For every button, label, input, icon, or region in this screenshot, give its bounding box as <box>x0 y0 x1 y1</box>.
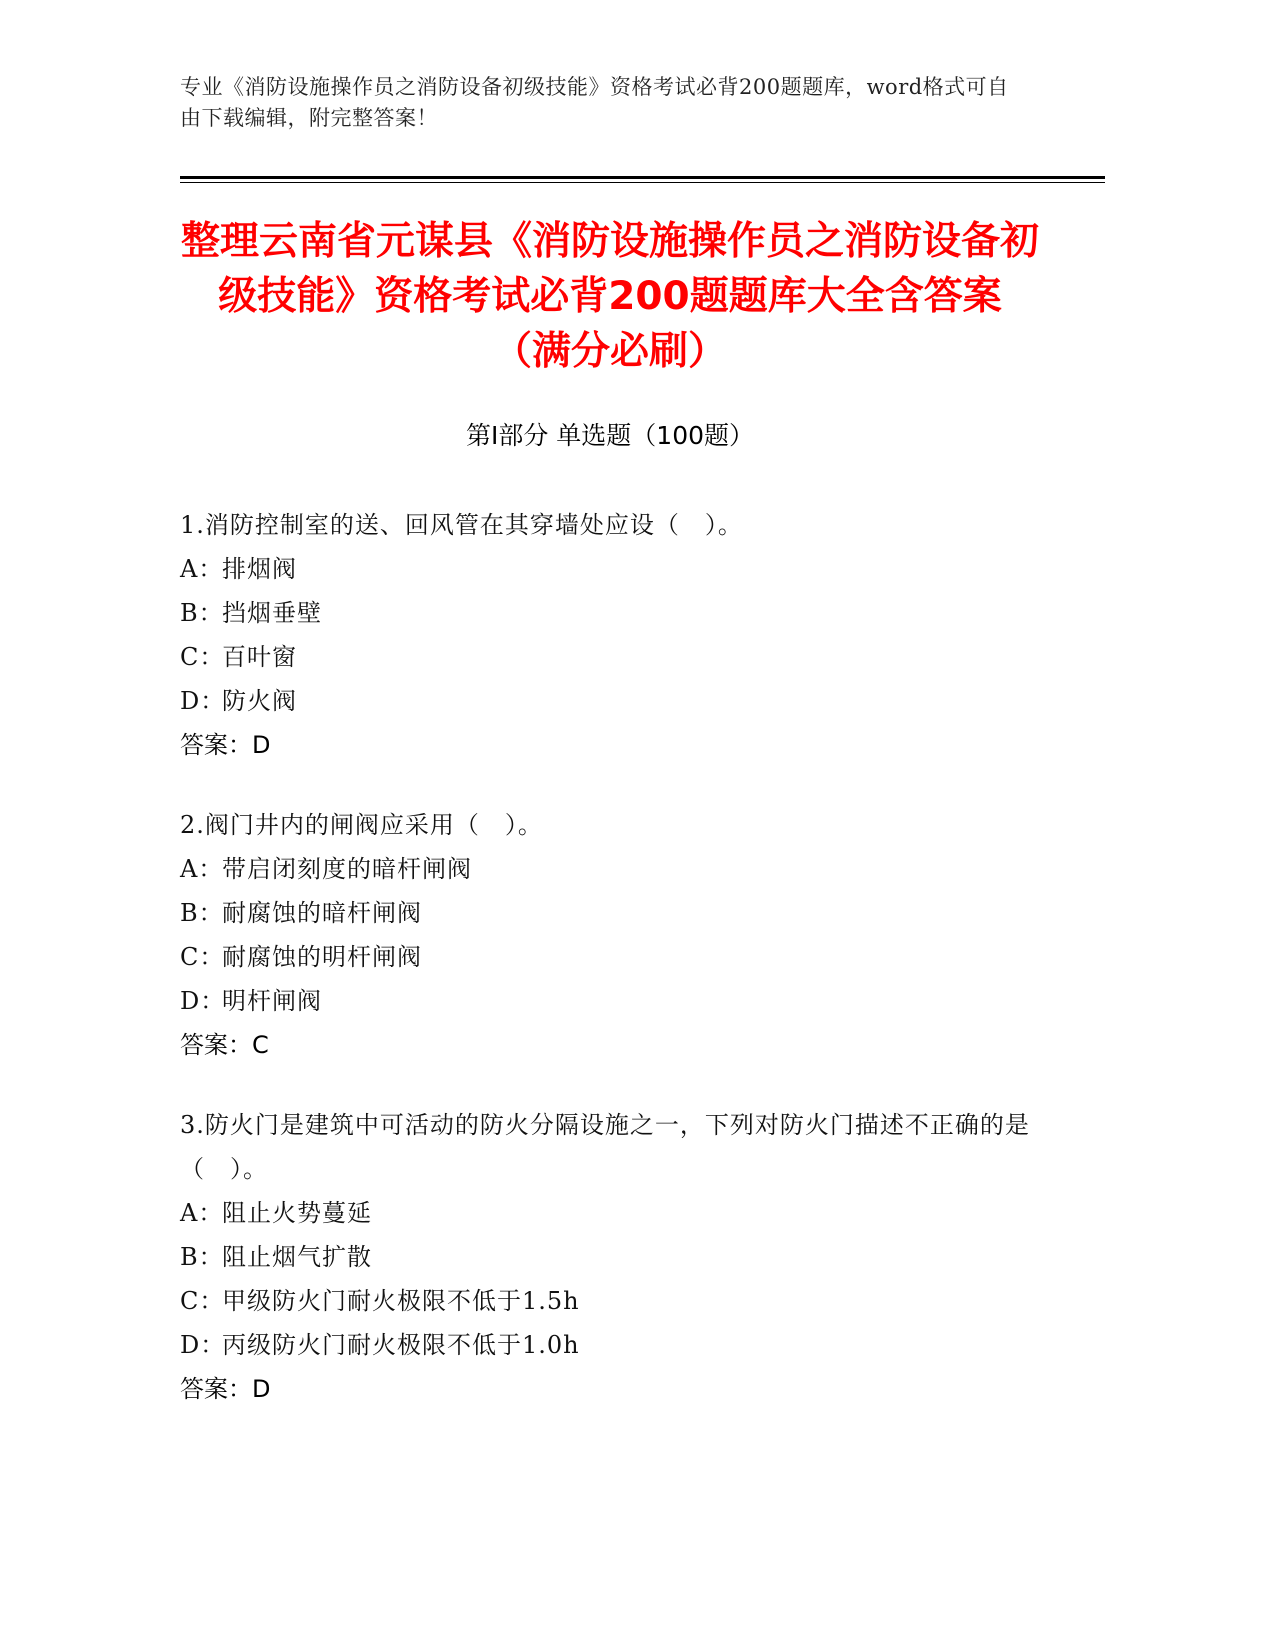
question-2 <box>180 803 1030 1067</box>
option-text: 阻止火势蔓延 <box>222 1199 372 1227</box>
answer-line: 答案：C <box>180 1031 269 1059</box>
answer-line: 答案：D <box>180 731 271 759</box>
option-c <box>180 635 1030 679</box>
option-key: C： <box>180 643 225 671</box>
option-text: 甲级防火门耐火极限不低于1.5h <box>222 1287 580 1315</box>
option-a <box>180 847 1030 891</box>
answer-line: 答案：D <box>180 1375 271 1403</box>
option-text: 丙级防火门耐火极限不低于1.0h <box>222 1331 580 1359</box>
question-list <box>180 503 1030 1447</box>
option-key: A： <box>180 855 224 883</box>
option-key: B： <box>180 599 224 627</box>
option-key: B： <box>180 1243 224 1271</box>
option-d <box>180 979 1030 1023</box>
option-key: B： <box>180 899 224 927</box>
option-key: A： <box>180 555 224 583</box>
option-text: 明杆闸阀 <box>222 987 322 1015</box>
option-text: 排烟阀 <box>222 555 297 583</box>
option-a <box>180 1191 1030 1235</box>
header-divider-thick <box>180 176 1105 179</box>
question-3 <box>180 1103 1030 1411</box>
option-text: 耐腐蚀的明杆闸阀 <box>222 943 422 971</box>
option-c <box>180 935 1030 979</box>
option-key: D： <box>180 687 226 715</box>
option-text: 挡烟垂壁 <box>222 599 322 627</box>
option-text: 带启闭刻度的暗杆闸阀 <box>222 855 472 883</box>
option-text: 防火阀 <box>222 687 297 715</box>
option-d <box>180 679 1030 723</box>
header-note: 专业《消防设施操作员之消防设备初级技能》资格考试必背200题题库，word格式可自由下载编辑，附完整答案！ <box>180 75 1009 130</box>
option-text: 百叶窗 <box>222 643 297 671</box>
option-c <box>180 1279 1030 1323</box>
option-key: C： <box>180 1287 225 1315</box>
question-1 <box>180 503 1030 767</box>
question-stem: 3.防火门是建筑中可活动的防火分隔设施之一，下列对防火门描述不正确的是（ ）。 <box>180 1111 1030 1183</box>
option-b <box>180 591 1030 635</box>
option-key: A： <box>180 1199 224 1227</box>
option-key: C： <box>180 943 225 971</box>
option-key: D： <box>180 987 226 1015</box>
option-d <box>180 1323 1030 1367</box>
option-text: 耐腐蚀的暗杆闸阀 <box>222 899 422 927</box>
option-b <box>180 1235 1030 1279</box>
option-a <box>180 547 1030 591</box>
header-divider-thin <box>180 182 1105 183</box>
document-title: 整理云南省元谋县《消防设施操作员之消防设备初级技能》资格考试必背200题题库大全含答案（满分必刷） <box>180 219 1039 374</box>
section-title: 第Ⅰ部分 单选题（100题） <box>465 421 755 450</box>
option-text: 阻止烟气扩散 <box>222 1243 372 1271</box>
question-stem: 1.消防控制室的送、回风管在其穿墙处应设（ ）。 <box>180 511 743 539</box>
option-key: D： <box>180 1331 226 1359</box>
option-b <box>180 891 1030 935</box>
question-stem: 2.阀门井内的闸阀应采用（ ）。 <box>180 811 543 839</box>
